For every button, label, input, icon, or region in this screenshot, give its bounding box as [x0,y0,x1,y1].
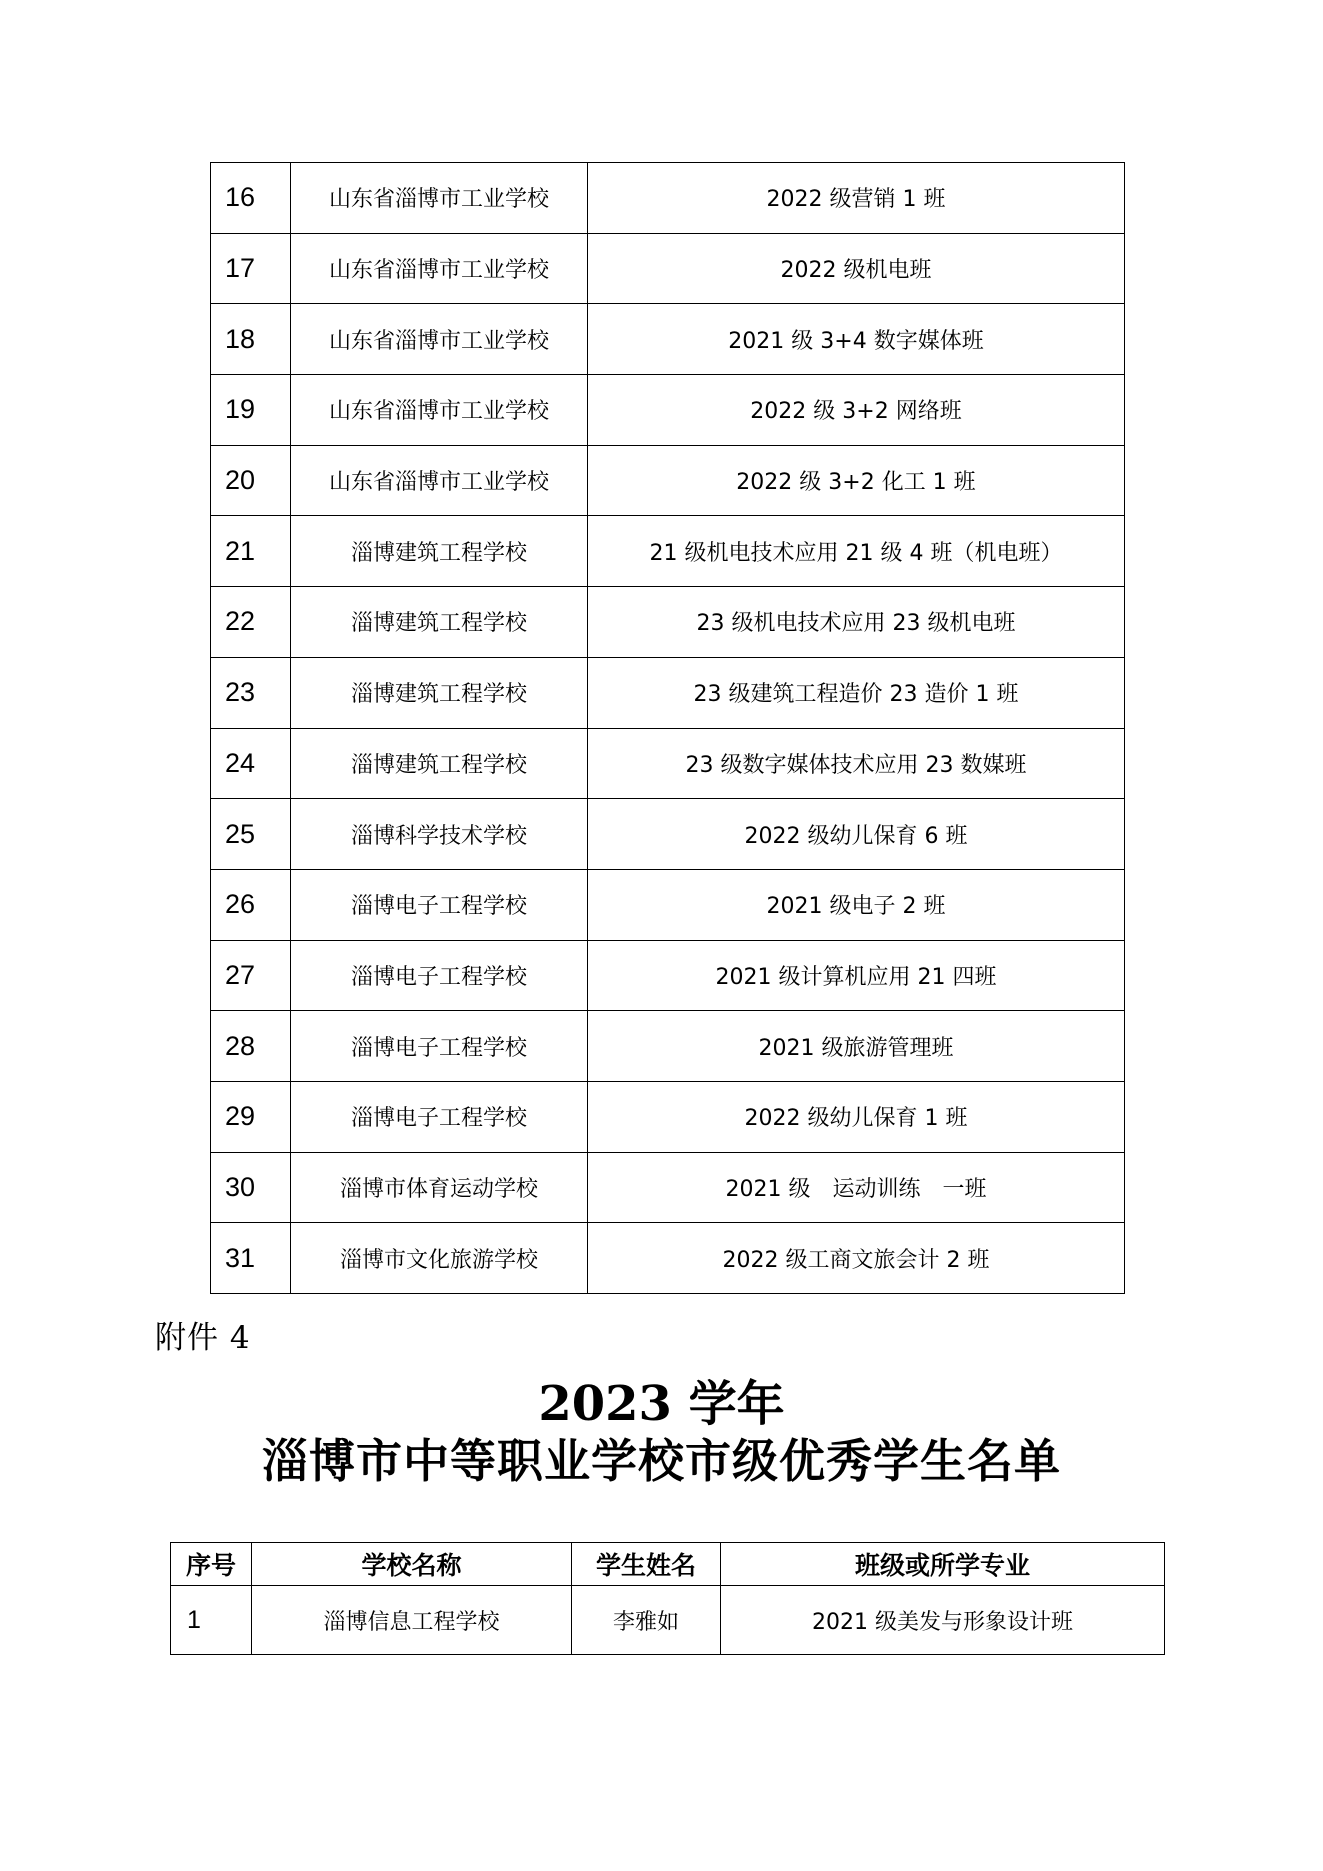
table-row [211,799,1125,870]
cell-class: 2021 级 运动训练 一班 [588,1152,1125,1223]
cell-no: 1 [171,1586,252,1655]
cell-no: 26 [211,869,291,940]
cell-school: 淄博信息工程学校 [252,1586,572,1655]
cell-school: 淄博电子工程学校 [291,940,588,1011]
cell-class: 2022 级工商文旅会计 2 班 [588,1223,1125,1294]
cell-class: 23 级数字媒体技术应用 23 数媒班 [588,728,1125,799]
document-title-year: 2023 学年 [538,1376,785,1432]
cell-no: 31 [211,1223,291,1294]
table-row [211,304,1125,375]
table-row [211,587,1125,658]
cell-class: 2021 级 3+4 数字媒体班 [588,304,1125,375]
header-no: 序号 [171,1543,252,1586]
table-row [211,1081,1125,1152]
cell-school: 淄博建筑工程学校 [291,657,588,728]
cell-class: 2022 级幼儿保育 6 班 [588,799,1125,870]
cell-class: 2021 级计算机应用 21 四班 [588,940,1125,1011]
cell-no: 25 [211,799,291,870]
header-school: 学校名称 [252,1543,572,1586]
student-list-table-body [171,1586,1165,1655]
cell-no: 23 [211,657,291,728]
class-list-table-body [211,163,1125,1294]
cell-class: 21 级机电技术应用 21 级 4 班（机电班） [588,516,1125,587]
cell-class: 2021 级美发与形象设计班 [721,1586,1165,1655]
cell-school: 淄博电子工程学校 [291,1011,588,1082]
cell-school: 山东省淄博市工业学校 [291,445,588,516]
table-row [211,940,1125,1011]
cell-school: 淄博市体育运动学校 [291,1152,588,1223]
cell-class: 2022 级营销 1 班 [588,163,1125,234]
table-row [211,728,1125,799]
header-student: 学生姓名 [572,1543,721,1586]
cell-school: 淄博电子工程学校 [291,1081,588,1152]
cell-no: 28 [211,1011,291,1082]
class-list-table [210,162,1125,1294]
cell-school: 淄博科学技术学校 [291,799,588,870]
cell-no: 29 [211,1081,291,1152]
table-row [211,516,1125,587]
table-row [211,657,1125,728]
cell-school: 淄博建筑工程学校 [291,587,588,658]
cell-no: 18 [211,304,291,375]
cell-class: 2021 级旅游管理班 [588,1011,1125,1082]
table-row [211,869,1125,940]
cell-student: 李雅如 [572,1586,721,1655]
cell-school: 山东省淄博市工业学校 [291,375,588,446]
header-class: 班级或所学专业 [721,1543,1165,1586]
cell-school: 山东省淄博市工业学校 [291,163,588,234]
document-title: 淄博市中等职业学校市级优秀学生名单 [262,1434,1061,1488]
cell-no: 21 [211,516,291,587]
table-row [211,445,1125,516]
cell-class: 23 级机电技术应用 23 级机电班 [588,587,1125,658]
cell-class: 2022 级 3+2 网络班 [588,375,1125,446]
table-row [211,1152,1125,1223]
table-row [211,163,1125,234]
cell-school: 淄博市文化旅游学校 [291,1223,588,1294]
cell-no: 16 [211,163,291,234]
cell-no: 17 [211,233,291,304]
cell-no: 19 [211,375,291,446]
cell-school: 山东省淄博市工业学校 [291,233,588,304]
cell-no: 27 [211,940,291,1011]
cell-school: 淄博电子工程学校 [291,869,588,940]
cell-class: 2022 级幼儿保育 1 班 [588,1081,1125,1152]
student-list-table [170,1542,1165,1655]
cell-school: 山东省淄博市工业学校 [291,304,588,375]
cell-class: 23 级建筑工程造价 23 造价 1 班 [588,657,1125,728]
cell-no: 20 [211,445,291,516]
cell-no: 22 [211,587,291,658]
cell-class: 2022 级 3+2 化工 1 班 [588,445,1125,516]
cell-no: 24 [211,728,291,799]
table-row [211,1011,1125,1082]
table-header-row [171,1543,1165,1586]
attachment-label: 附件 4 [155,1320,251,1356]
table-row [171,1586,1165,1655]
table-row [211,233,1125,304]
cell-school: 淄博建筑工程学校 [291,728,588,799]
cell-class: 2022 级机电班 [588,233,1125,304]
cell-school: 淄博建筑工程学校 [291,516,588,587]
table-row [211,1223,1125,1294]
cell-class: 2021 级电子 2 班 [588,869,1125,940]
table-row [211,375,1125,446]
cell-no: 30 [211,1152,291,1223]
